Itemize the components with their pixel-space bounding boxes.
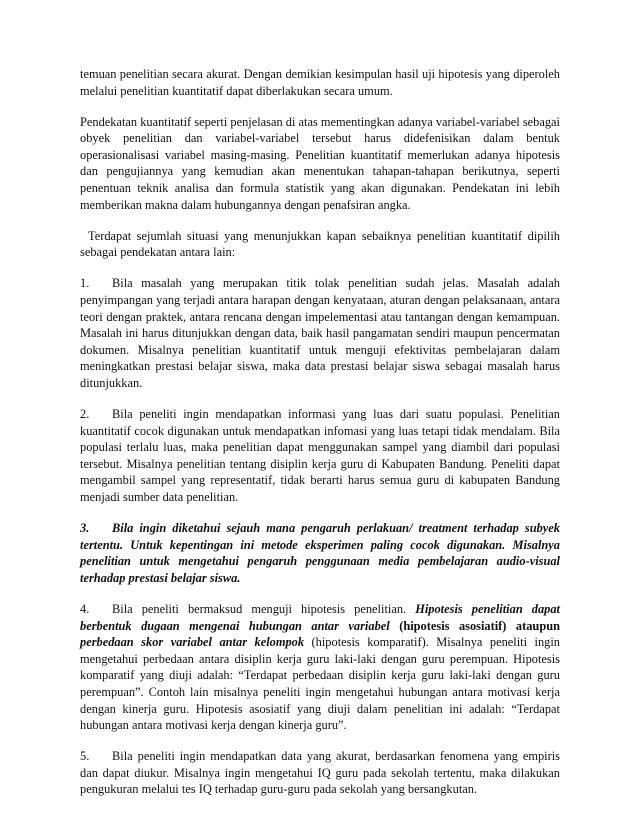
paragraph-quantitative-approach: Pendekatan kuantitatif seperti penjelasan di atas mementingkan adanya variabel-variabel sebagai obyek penelitian dan variabel-variabel tersebut harus didefenisikan dalam bentuk operasionalisasi variabel masing-masing. Penelitian kuantitatif memerlukan adanya hipotesis dan pengujiannya yang kemudian akan menentukan tahapan-tahapan berikutnya, seperti penentuan teknik analisa dan formula statistik yang akan digunakan. Pendekatan ini lebih memberikan makna dalam hubungannya dengan penafsiran angka. — [80, 114, 560, 212]
list-item-3 — [80, 520, 560, 586]
list-text: Bila peneliti ingin mendapatkan data yang akurat, berdasarkan fenomena yang empiris dan dapat diukur. Misalnya ingin mengetahui IQ guru pada sekolah tertentu, maka dilakukan pengukuran melalui tes IQ terhadap guru-guru pada sekolah yang bersangkutan. — [80, 749, 560, 797]
list-text: Bila ingin diketahui sejauh mana pengaruh perlakuan/ treatment terhadap subyek tertentu. Untuk kepentingan ini metode eksperimen paling cocok digunakan. Misalnya penelitian untuk mengetahui pengaruh penggunaan media pembelajaran audio-visual terhadap prestasi belajar siswa. — [80, 521, 560, 585]
list-item-5 — [80, 748, 560, 798]
list-number: 2. — [80, 407, 90, 422]
list-number: 4. — [80, 602, 90, 617]
list-number: 3. — [80, 521, 90, 536]
list-text-bold: (hipotesis asosiatif) ataupun — [399, 618, 560, 633]
list-text-emphasis: Hipotesis penelitian dapat berbentuk dugaan mengenai hubungan antar variabel — [80, 602, 560, 633]
list-text: (hipotesis komparatif). Misalnya peneliti ingin mengetahui perbedaan antara disiplin kerja guru laki-laki dengan guru perempuan. Hipotesis komparatif yang diuji adalah: “Terdapat perbedaan disiplin kerja guru laki-laki dengan guru perempuan”. Contoh lain misalnya peneliti ingin mengetahui hubungan antara motivasi kerja dengan kinerja guru. Hipotesis asosiatif yang diuji dalam penelitian ini adalah: “Terdapat hubungan antara motivasi kerja dengan kinerja guru”. — [80, 635, 560, 733]
list-text-emphasis: perbedaan skor variabel antar kelompok — [80, 635, 305, 650]
list-item-2 — [80, 406, 560, 506]
paragraph-situations-intro: Terdapat sejumlah situasi yang menunjukkan kapan sebaiknya penelitian kuantitatif dipilih sebagai pendekatan antara lain: — [80, 228, 560, 260]
list-number: 1. — [80, 276, 90, 291]
list-item-4 — [80, 601, 560, 734]
paragraph-intro: temuan penelitian secara akurat. Dengan demikian kesimpulan hasil uji hipotesis yang diperoleh melalui penelitian kuantitatif dapat diberlakukan secara umum. — [80, 67, 560, 98]
list-text: Bila peneliti ingin mendapatkan informasi yang luas dari suatu populasi. Penelitian kuantitatif cocok digunakan untuk mendapatkan infomasi yang luas tetapi tidak mendalam. Bila populasi terlalu luas, maka penelitian dapat menggunakan sampel yang diambil dari populasi tersebut. Misalnya penelitian tentang disiplin kerja guru di Kabupaten Bandung. Peneliti dapat mengambil sampel yang representatif, tidak berarti harus semua guru di kabupaten Bandung menjadi sumber data penelitian. — [80, 407, 560, 505]
list-item-1 — [80, 275, 560, 391]
list-text: Bila masalah yang merupakan titik tolak penelitian sudah jelas. Masalah adalah penyimpangan yang terjadi antara harapan dengan kenyataan, aturan dengan pelaksanaan, antara teori dengan praktek, antara rencana dengan impelementasi atau tantangan dengan kemampuan. Masalah ini harus ditunjukkan dengan data, baik hasil pangamatan sendiri maupun pencermatan dokumen. Misalnya penelitian kuantitatif untuk menguji efektivitas pembelajaran dalam meningkatkan prestasi belajar siswa, maka data prestasi belajar siswa sebagai masalah harus ditunjukkan. — [80, 276, 560, 390]
list-text: Bila peneliti bermaksud menguji hipotesis penelitian. — [112, 602, 407, 617]
list-number: 5. — [80, 749, 90, 764]
